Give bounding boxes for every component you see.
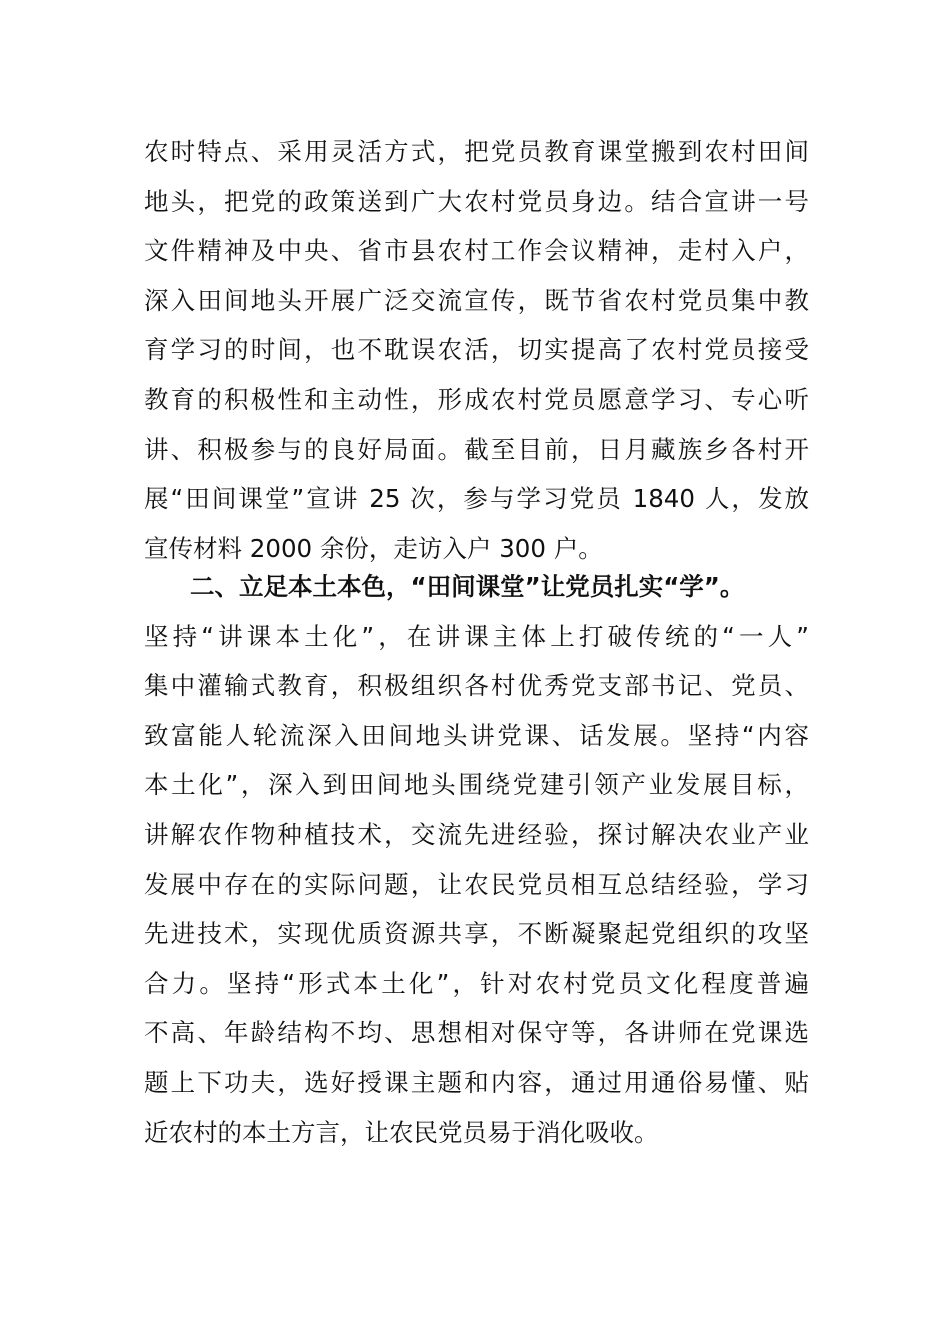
paragraph-1 <box>144 127 809 573</box>
text-line: 集中灌输式教育，积极组织各村优秀党支部书记、党员、 <box>144 671 809 701</box>
text-line: 发展中存在的实际问题，让农民党员相互总结经验，学习 <box>144 869 809 899</box>
text-line: 合力。坚持“形式本土化”，针对农村党员文化程度普遍 <box>144 968 809 998</box>
text-line: 不高、年龄结构不均、思想相对保守等，各讲师在党课选 <box>144 1018 809 1048</box>
section-heading: 二、立足本土本色，“田间课堂”让党员扎实“学”。 <box>190 572 745 601</box>
text-line: 近农村的本土方言，让农民党员易于消化吸收。 <box>144 1117 659 1147</box>
text-line: 育学习的时间，也不耽误农活，切实提高了农村党员接受 <box>144 335 809 365</box>
text-line: 坚持“讲课本土化”，在讲课主体上打破传统的“一人” <box>144 621 809 651</box>
text-line: 题上下功夫，选好授课主题和内容，通过用通俗易懂、贴 <box>144 1067 809 1097</box>
text-line: 讲、积极参与的良好局面。截至目前，日月藏族乡各村开 <box>144 434 809 464</box>
text-line: 致富能人轮流深入田间地头讲党课、话发展。坚持“内容 <box>144 720 809 750</box>
text-line: 文件精神及中央、省市县农村工作会议精神，走村入户， <box>144 236 809 266</box>
text-line: 深入田间地头开展广泛交流宣传，既节省农村党员集中教 <box>144 285 809 315</box>
paragraph-2 <box>144 562 809 1157</box>
text-line: 教育的积极性和主动性，形成农村党员愿意学习、专心听 <box>144 384 809 414</box>
text-line: 展“田间课堂”宣讲 25 次，参与学习党员 1840 人，发放 <box>144 484 809 514</box>
text-line: 农时特点、采用灵活方式，把党员教育课堂搬到农村田间 <box>144 137 809 166</box>
text-line: 先进技术，实现优质资源共享，不断凝聚起党组织的攻坚 <box>144 919 809 949</box>
text-line: 讲解农作物种植技术，交流先进经验，探讨解决农业产业 <box>144 819 809 849</box>
text-line: 本土化”，深入到田间地头围绕党建引领产业发展目标， <box>144 770 809 800</box>
text-line: 宣传材料 2000 余份，走访入户 300 户。 <box>144 533 603 563</box>
text-line: 地头，把党的政策送到广大农村党员身边。结合宣讲一号 <box>144 186 809 216</box>
